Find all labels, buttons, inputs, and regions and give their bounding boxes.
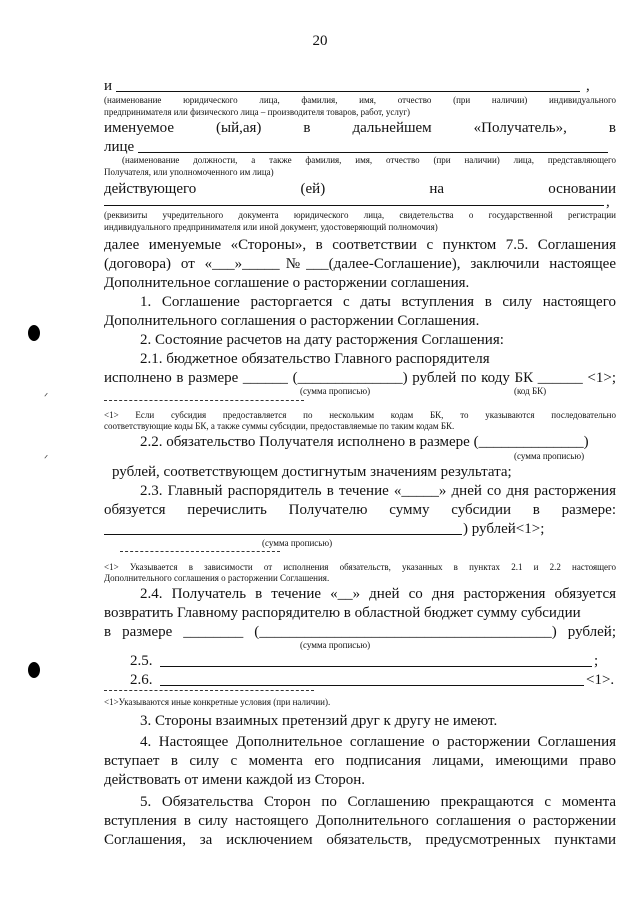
text-line: лице xyxy=(104,139,135,155)
text-line: Дополнительное соглашение о расторжении соглашения. xyxy=(104,275,470,291)
field-caption: (код БК) xyxy=(514,386,547,396)
footnote-separator xyxy=(104,690,314,691)
field-caption: (сумма прописью) xyxy=(514,451,585,461)
text-line: (договора) от «___»_____№___(далее-Соглашение), заключили настоящее xyxy=(104,256,616,272)
text-line: вступает в силу с момента его подписания лицами, имеющими право xyxy=(104,753,616,769)
fill-line xyxy=(104,534,462,535)
text-line: 3. Стороны взаимных претензий друг к другу не имеют. xyxy=(140,713,498,729)
text-line: действовать от имени каждой из Сторон. xyxy=(104,772,366,788)
text-line: <1>. xyxy=(586,672,615,688)
footnote-caption: (наименование должности, а также фамилия, имя, отчество (при наличии) лица, представляющего xyxy=(122,155,616,165)
text-line: возвратить Главному распорядителю в областной бюджет сумму субсидии xyxy=(104,605,581,621)
text-line: Соглашения, за исключением обязательств, предусмотренных пунктами xyxy=(104,832,616,848)
text-line: обязуется перечислить Получателю сумму субсидии в размере: xyxy=(104,502,616,518)
field-caption: (сумма прописью) xyxy=(262,538,333,548)
text-line: далее именуемые «Стороны», в соответствии с пунктом 7.5. Соглашения xyxy=(104,237,616,253)
footnote-caption: предпринимателя или физического лица – производителя товаров, работ, услуг) xyxy=(104,107,411,117)
footnote-text: Дополнительного соглашения о расторжении Соглашения. xyxy=(104,573,330,583)
text-line: вступления в силу настоящего Дополнительного соглашения о расторжении xyxy=(104,813,616,829)
footnote-caption: (реквизиты учредительного документа юридического лица, свидетельства о государственной регистрации xyxy=(104,210,616,220)
footnote-text: <1>Указываются иные конкретные условия (при наличии). xyxy=(104,697,331,707)
footnote-caption: индивидуального предпринимателя или иной документ, удостоверяющий полномочия) xyxy=(104,222,438,232)
item-number: 2.5. xyxy=(130,653,153,669)
text-line: 2.3. Главный распорядитель в течение «_____» дней со дня расторжения xyxy=(140,483,616,499)
scan-mark: ᐟ xyxy=(44,454,49,465)
text-line: , xyxy=(586,78,590,94)
text-line: 1. Соглашение расторгается с даты вступления в силу настоящего xyxy=(140,294,616,310)
text-line: 2. Состояние расчетов на дату расторжения Соглашения: xyxy=(140,332,504,348)
text-line: 5. Обязательства Сторон по Соглашению прекращаются с момента xyxy=(140,794,616,810)
text-line: исполнено в размере ______ (______________) рублей по коду БК ______ <1>; xyxy=(104,370,616,386)
text-line: и xyxy=(104,78,113,94)
footnote-caption: Получателя, или уполномоченного им лица) xyxy=(104,167,274,177)
footnote-separator xyxy=(120,551,280,552)
text-line: рублей, соответствующем достигнутым значениям результата; xyxy=(112,464,512,480)
fill-line xyxy=(160,685,584,686)
punch-hole-bottom xyxy=(28,662,40,678)
footnote-text: соответствующие коды БК, а также суммы субсидии, предоставляемые по таким кодам БК. xyxy=(104,421,455,431)
text-line: Дополнительного соглашения о расторжении Соглашения. xyxy=(104,313,480,329)
fill-line xyxy=(160,666,592,667)
footnote-text: <1> Если субсидия предоставляется по нескольким кодам БК, то указываются последовательно xyxy=(104,410,616,420)
fill-line xyxy=(138,152,608,153)
text-line: действующего (ей) на основании xyxy=(104,181,616,197)
footnote-text: <1> Указывается в зависимости от исполнения обязательств, указанных в пунктах 2.1 и 2.2 настоящего xyxy=(104,562,616,572)
text-line: , xyxy=(606,194,610,210)
text-line: именуемое (ый,ая) в дальнейшем «Получатель», в xyxy=(104,120,616,136)
footnote-separator xyxy=(104,400,304,401)
page-number: 20 xyxy=(312,33,328,49)
text-line: в размере ________ (_______________________________________) рублей; xyxy=(104,624,616,640)
text-line: ; xyxy=(594,653,599,669)
item-number: 2.6. xyxy=(130,672,153,688)
footnote-caption: (наименование юридического лица, фамилия, имя, отчество (при наличии) индивидуального xyxy=(104,95,616,105)
field-caption: (сумма прописью) xyxy=(300,640,371,650)
field-caption: (сумма прописью) xyxy=(300,386,371,396)
punch-hole-top xyxy=(28,325,40,341)
fill-line xyxy=(116,91,580,92)
text-line: 2.2. обязательство Получателя исполнено в размере (______________) xyxy=(140,434,589,450)
text-line: ) рублей<1>; xyxy=(463,521,545,537)
text-line: 2.1. бюджетное обязательство Главного распорядителя xyxy=(140,351,490,367)
fill-line xyxy=(104,205,604,206)
scan-mark: ᐟ xyxy=(44,392,49,403)
text-line: 2.4. Получатель в течение «__» дней со дня расторжения обязуется xyxy=(140,586,616,602)
text-line: 4. Настоящее Дополнительное соглашение о расторжении Соглашения xyxy=(140,734,616,750)
